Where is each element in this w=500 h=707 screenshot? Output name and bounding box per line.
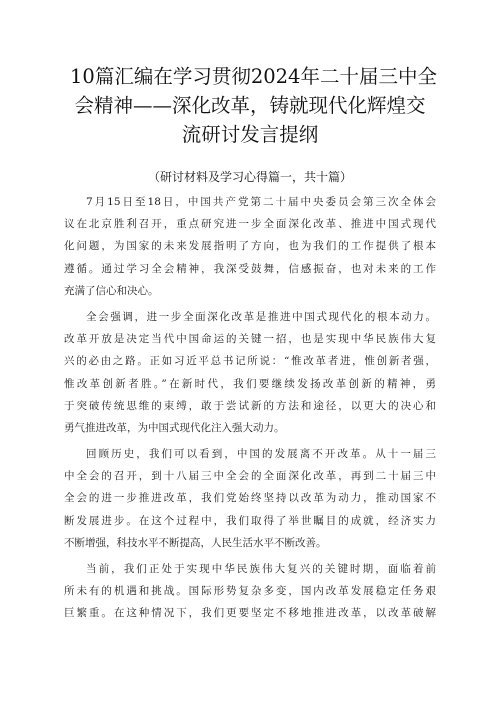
- text-line: 充满了信心和决心。: [64, 284, 159, 297]
- text-line: 回顾历史，我们可以看到，中国的发展离不开改革。从十一届三: [86, 448, 436, 461]
- text-line: 7月15日至18日，中国共产党第二十届中央委员会第三次全体会: [86, 196, 436, 208]
- text-line: 巨繁重。在这种情况下，我们更要坚定不移地推进改革，以改革破解: [64, 607, 436, 620]
- text-line: 全会强调，进一步全面深化改革是推进中国式现代化的根本动力。: [86, 310, 436, 323]
- text-line: 所未有的机遇和挑战。国际形势复杂多变，国内改革发展稳定任务艰: [64, 585, 436, 598]
- text-line: 全会的进一步推进改革，我们党始终坚持以改革为动力，推动国家不: [64, 492, 436, 505]
- text-line: 中全会的召开，到十八届三中全会的全面深化改革，再到二十届三中: [64, 470, 436, 483]
- title-line: 10篇汇编在学习贯彻2024年二十届三中全: [70, 65, 437, 88]
- paragraph: [64, 191, 436, 302]
- paragraph: [64, 558, 436, 625]
- title-line: 会精神——深化改革，铸就现代化辉煌交: [74, 94, 426, 117]
- text-line: 惟改革创新者胜。”在新时代，我们要继续发扬改革创新的精神，勇: [64, 377, 436, 390]
- document-body: [64, 191, 436, 629]
- text-line: 化问题，为国家的未来发展指明了方向，也为我们的工作提供了根本: [64, 240, 436, 253]
- text-line: 议在北京胜利召开，重点研究进一步全面深化改革、推进中国式现代: [64, 218, 436, 231]
- text-line: 不断增强，科技水平不断提高，人民生活水平不断改善。: [64, 536, 327, 549]
- text-line: 勇气推进改革，为中国式现代化注入强大动力。: [64, 421, 285, 434]
- text-line: 遵循。通过学习全会精神，我深受鼓舞，信感振奋，也对未来的工作: [64, 262, 436, 275]
- text-line: 当前，我们正处于实现中华民族伟大复兴的关键时期，面临着前: [86, 563, 436, 575]
- document-subtitle: （研讨材料及学习心得篇一，共十篇）: [147, 170, 352, 184]
- paragraph: [64, 443, 436, 554]
- title-line: 流研讨发言提纲: [181, 123, 319, 146]
- text-line: 于突破传统思维的束缚，敢于尝试新的方法和途径，以更大的决心和: [64, 399, 436, 412]
- text-line: 断发展进步。在这个过程中，我们取得了举世瞩目的成就，经济实力: [64, 514, 436, 527]
- text-line: 兴的必由之路。正如习近平总书记所说：“惟改革者进，惟创新者强，: [64, 355, 436, 368]
- paragraph: [64, 306, 436, 439]
- text-line: 改革开放是决定当代中国命运的关键一招，也是实现中华民族伟大复: [64, 333, 436, 346]
- document-title: [70, 62, 437, 149]
